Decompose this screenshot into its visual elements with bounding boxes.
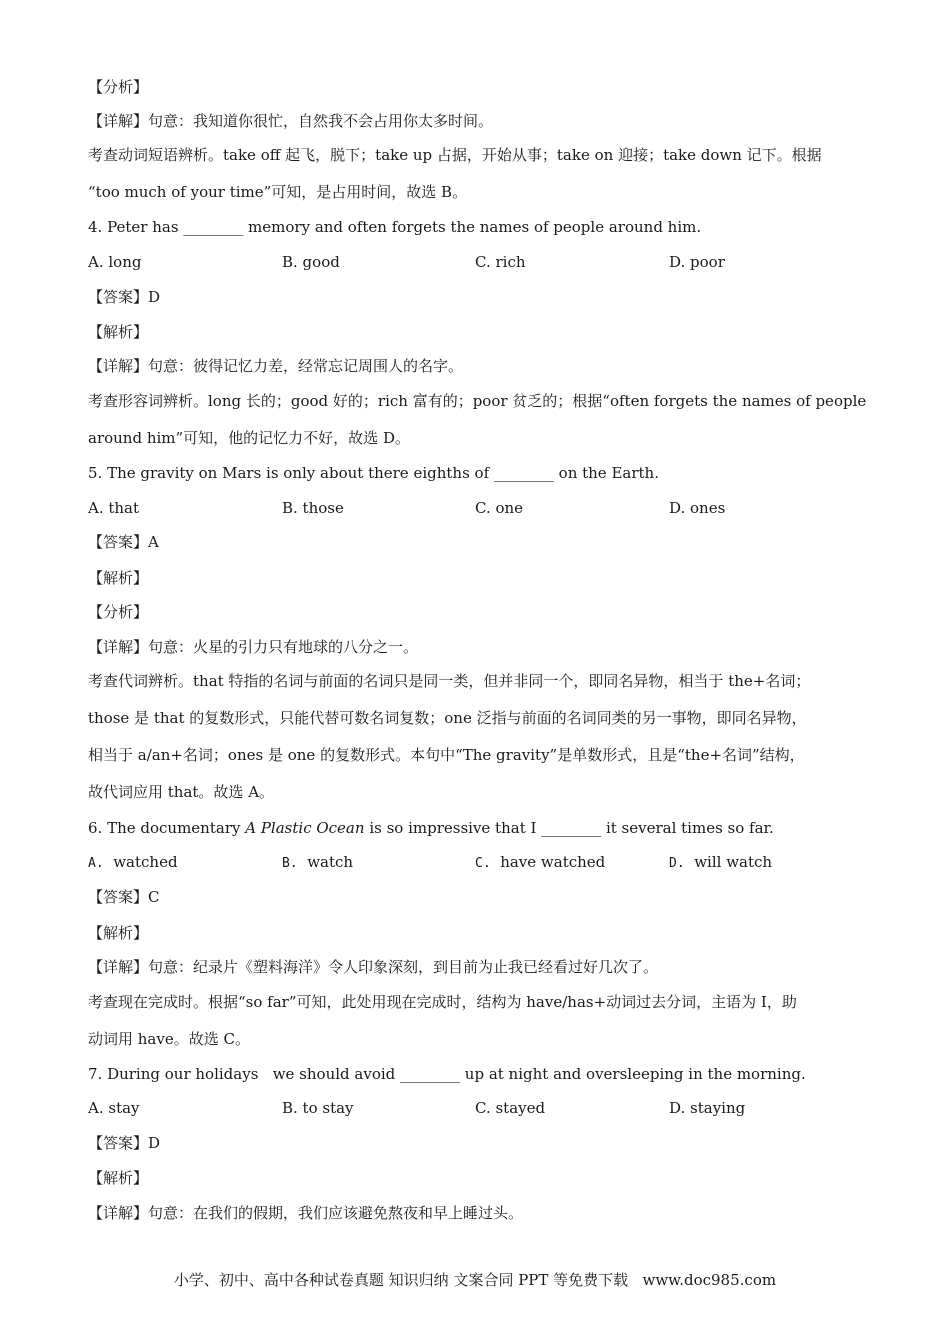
option-c: C. rich xyxy=(475,253,526,271)
option-letter: A. xyxy=(88,856,104,871)
option-a: A. long xyxy=(88,253,142,271)
option-c: C. one xyxy=(475,499,524,517)
explanation-line: 考查动词短语辨析。take off 起飞，脱下；take up 占据，开始从事；take on 迎接；take down 记下。根据 xyxy=(88,146,822,164)
option-a: A. that xyxy=(88,499,140,517)
explanation-line: 考查现在完成时。根据“so far”可知，此处用现在完成时，结构为 have/has+动词过去分词，主语为 I，助 xyxy=(88,993,797,1011)
option-b: B. to stay xyxy=(282,1099,354,1117)
explanation-line: 【详解】句意：火星的引力只有地球的八分之一。 xyxy=(88,638,419,656)
analysis-heading: 【解析】 xyxy=(88,323,149,341)
option-d xyxy=(669,852,772,874)
option-c xyxy=(475,852,605,874)
explanation-line: “too much of your time”可知，是占用时间，故选 B。 xyxy=(88,183,468,201)
analysis-heading: 【解析】 xyxy=(88,924,149,942)
answer-line: 【答案】D xyxy=(88,288,161,306)
explanation-line: 考查代词辨析。that 特指的名词与前面的名词只是同一类，但并非同一个，即同名异物，相当于 the+名词； xyxy=(88,672,811,690)
analysis-heading: 【解析】 xyxy=(88,1169,149,1187)
explanation-line: 【详解】句意：纪录片《塑料海洋》令人印象深刻，到目前为止我已经看过好几次了。 xyxy=(88,958,659,976)
explanation-line: those 是 that 的复数形式，只能代替可数名词复数；one 泛指与前面的名词同类的另一事物，即同名异物， xyxy=(88,709,807,727)
question-5: 5. The gravity on Mars is only about there eighths of ________ on the Earth. xyxy=(88,464,659,482)
option-b: B. good xyxy=(282,253,340,271)
analysis-heading: 【解析】 xyxy=(88,569,149,587)
explanation-line: 相当于 a/an+名词；ones 是 one 的复数形式。本句中“The gravity”是单数形式，且是“the+名词”结构， xyxy=(88,746,805,764)
option-text: have watched xyxy=(500,853,606,871)
explanation-line: 考查形容词辨析。long 长的；good 好的；rich 富有的；poor 贫乏的；根据“often forgets the names of people xyxy=(88,392,867,410)
option-d: D. staying xyxy=(669,1099,746,1117)
option-a: A. stay xyxy=(88,1099,140,1117)
question-6-suffix: is so impressive that I ________ it several times so far. xyxy=(364,819,774,837)
explanation-line: 【详解】句意：彼得记忆力差，经常忘记周围人的名字。 xyxy=(88,357,464,375)
analysis-heading: 【分析】 xyxy=(88,78,149,96)
explanation-line: 【详解】句意：在我们的假期，我们应该避免熬夜和早上睡过头。 xyxy=(88,1204,524,1222)
question-7: 7. During our holidays we should avoid ________ up at night and oversleeping in the morning. xyxy=(88,1065,806,1083)
question-4: 4. Peter has ________ memory and often forgets the names of people around him. xyxy=(88,218,702,236)
option-b: B. those xyxy=(282,499,344,517)
option-b xyxy=(282,852,353,874)
option-c: C. stayed xyxy=(475,1099,546,1117)
option-letter: D. xyxy=(669,856,685,871)
option-text: watched xyxy=(113,853,178,871)
option-text: will watch xyxy=(694,853,773,871)
option-d: D. ones xyxy=(669,499,726,517)
option-a xyxy=(88,852,178,874)
documentary-title: A Plastic Ocean xyxy=(245,819,365,837)
question-6 xyxy=(88,818,870,838)
explanation-line: around him”可知，他的记忆力不好，故选 D。 xyxy=(88,429,410,447)
option-text: watch xyxy=(307,853,354,871)
explanation-line: 【详解】句意：我知道你很忙，自然我不会占用你太多时间。 xyxy=(88,112,494,130)
analysis-heading: 【分析】 xyxy=(88,603,149,621)
option-letter: B. xyxy=(282,856,298,871)
answer-line: 【答案】C xyxy=(88,888,160,906)
question-6-prefix: 6. The documentary xyxy=(88,819,246,837)
answer-line: 【答案】D xyxy=(88,1134,161,1152)
explanation-line: 故代词应用 that。故选 A。 xyxy=(88,783,275,801)
answer-line: 【答案】A xyxy=(88,533,159,551)
explanation-line: 动词用 have。故选 C。 xyxy=(88,1030,250,1048)
page-footer: 小学、初中、高中各种试卷真题 知识归纳 文案合同 PPT 等免费下载 www.doc985.com xyxy=(173,1271,777,1289)
option-d: D. poor xyxy=(669,253,725,271)
option-letter: C. xyxy=(475,856,491,871)
